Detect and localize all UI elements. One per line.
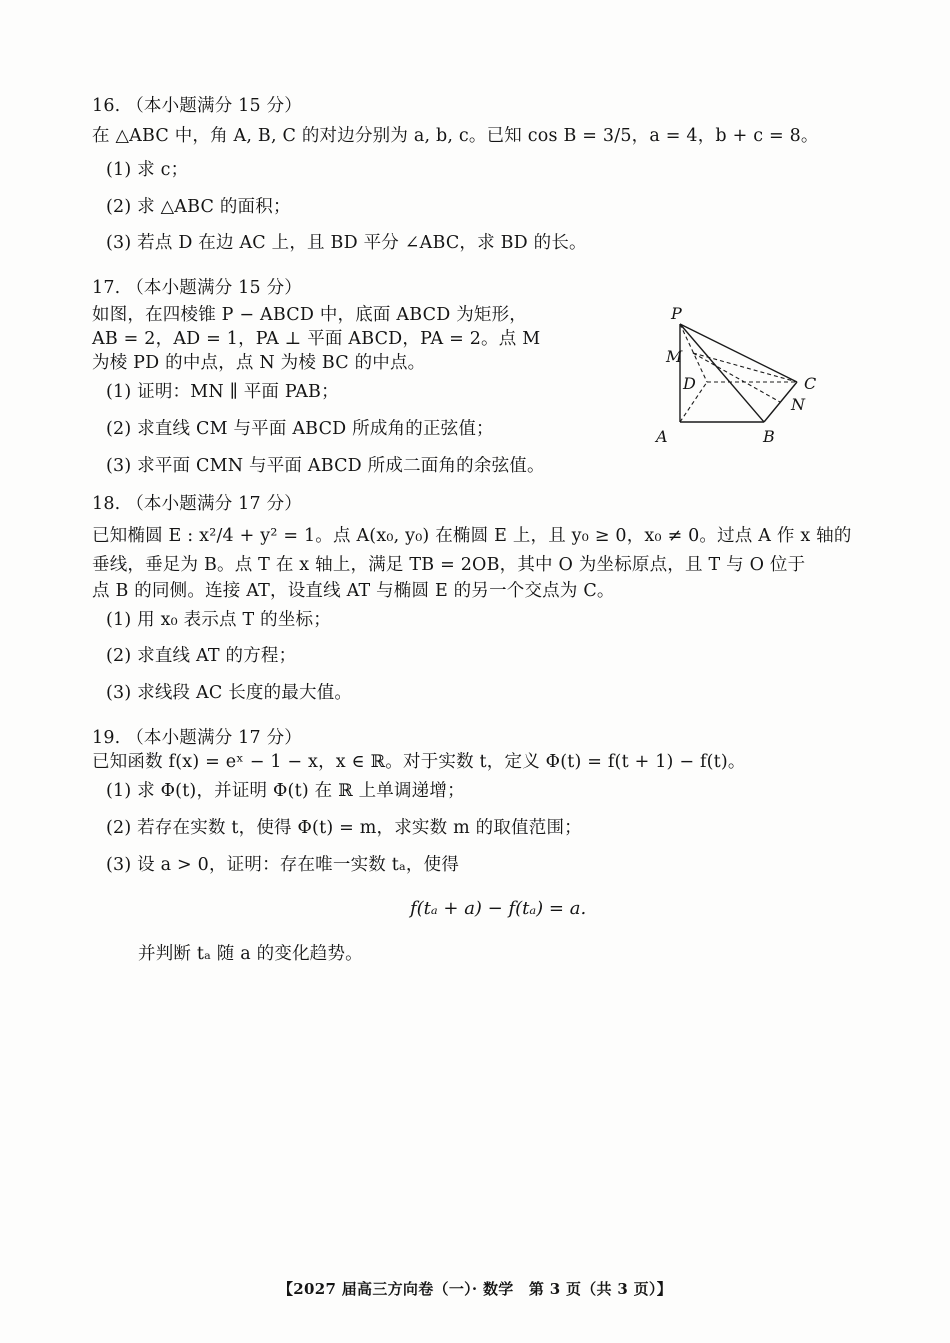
label-C: C bbox=[804, 374, 817, 393]
q18-title: 18. （本小题满分 17 分） bbox=[92, 494, 302, 514]
label-D: D bbox=[683, 374, 696, 393]
segment-MC bbox=[693, 353, 797, 382]
q18-stem-line2: 垂线，垂足为 B。点 T 在 x 轴上，满足 TB = 2OB，其中 O 为坐标原点，且 T 与 O 位于 bbox=[92, 555, 806, 575]
q18-part3: (3) 求线段 AC 长度的最大值。 bbox=[106, 683, 353, 703]
q17-stem-line2: AB = 2，AD = 1，PA ⊥ 平面 ABCD，PA = 2。点 M bbox=[92, 329, 541, 349]
q16-part3: (3) 若点 D 在边 AC 上，且 BD 平分 ∠ABC，求 BD 的长。 bbox=[106, 233, 587, 253]
q18-part2: (2) 求直线 AT 的方程； bbox=[106, 646, 297, 666]
q16-part2: (2) 求 △ABC 的面积； bbox=[106, 197, 291, 217]
q19-stem: 已知函数 f(x) = eˣ − 1 − x，x ∈ ℝ。对于实数 t，定义 Φ(t) = f(t + 1) − f(t)。 bbox=[92, 752, 746, 772]
q19-part1: (1) 求 Φ(t)，并证明 Φ(t) 在 ℝ 上单调递增； bbox=[106, 781, 465, 801]
q17-part1: (1) 证明：MN ∥ 平面 PAB； bbox=[106, 382, 339, 402]
q17-title: 17. （本小题满分 15 分） bbox=[92, 278, 302, 298]
q19-part2: (2) 若存在实数 t，使得 Φ(t) = m，求实数 m 的取值范围； bbox=[106, 818, 582, 838]
segment-MN bbox=[693, 353, 780, 402]
label-P: P bbox=[671, 304, 682, 323]
q19-formula: f(tₐ + a) − f(tₐ) = a. bbox=[410, 898, 587, 919]
q18-stem-line1: 已知椭圆 E : x²/4 + y² = 1。点 A(x₀, y₀) 在椭圆 E 上，且 y₀ ≥ 0，x₀ ≠ 0。过点 A 作 x 轴的 bbox=[92, 526, 852, 546]
q18-stem-line3: 点 B 的同侧。连接 AT，设直线 AT 与椭圆 E 的另一个交点为 C。 bbox=[92, 581, 615, 601]
q18-part1: (1) 用 x₀ 表示点 T 的坐标； bbox=[106, 610, 331, 630]
q17-stem-line1: 如图，在四棱锥 P − ABCD 中，底面 ABCD 为矩形， bbox=[92, 305, 528, 325]
q17-part3: (3) 求平面 CMN 与平面 ABCD 所成二面角的余弦值。 bbox=[106, 456, 545, 476]
q19-part3-end: 并判断 tₐ 随 a 的变化趋势。 bbox=[138, 944, 363, 964]
q16-stem: 在 △ABC 中，角 A, B, C 的对边分别为 a, b, c。已知 cos B = 3/5，a = 4，b + c = 8。 bbox=[92, 126, 819, 146]
label-M: M bbox=[666, 347, 683, 366]
q19-title: 19. （本小题满分 17 分） bbox=[92, 728, 302, 748]
q19-part3: (3) 设 a > 0，证明：存在唯一实数 tₐ，使得 bbox=[106, 855, 460, 875]
q16-title: 16. （本小题满分 15 分） bbox=[92, 96, 302, 116]
page-footer: 【2027 届高三方向卷（一）· 数学 第 3 页（共 3 页）】 bbox=[277, 1280, 673, 1298]
q17-part2: (2) 求直线 CM 与平面 ABCD 所成角的正弦值； bbox=[106, 419, 494, 439]
label-A: A bbox=[656, 427, 668, 446]
edge-PC bbox=[680, 324, 797, 382]
edge-PB bbox=[680, 324, 764, 422]
label-B: B bbox=[763, 427, 775, 446]
label-N: N bbox=[791, 395, 805, 414]
pyramid-figure bbox=[652, 300, 827, 450]
q16-part1: (1) 求 c； bbox=[106, 160, 189, 180]
q17-stem-line3: 为棱 PD 的中点，点 N 为棱 BC 的中点。 bbox=[92, 353, 426, 373]
